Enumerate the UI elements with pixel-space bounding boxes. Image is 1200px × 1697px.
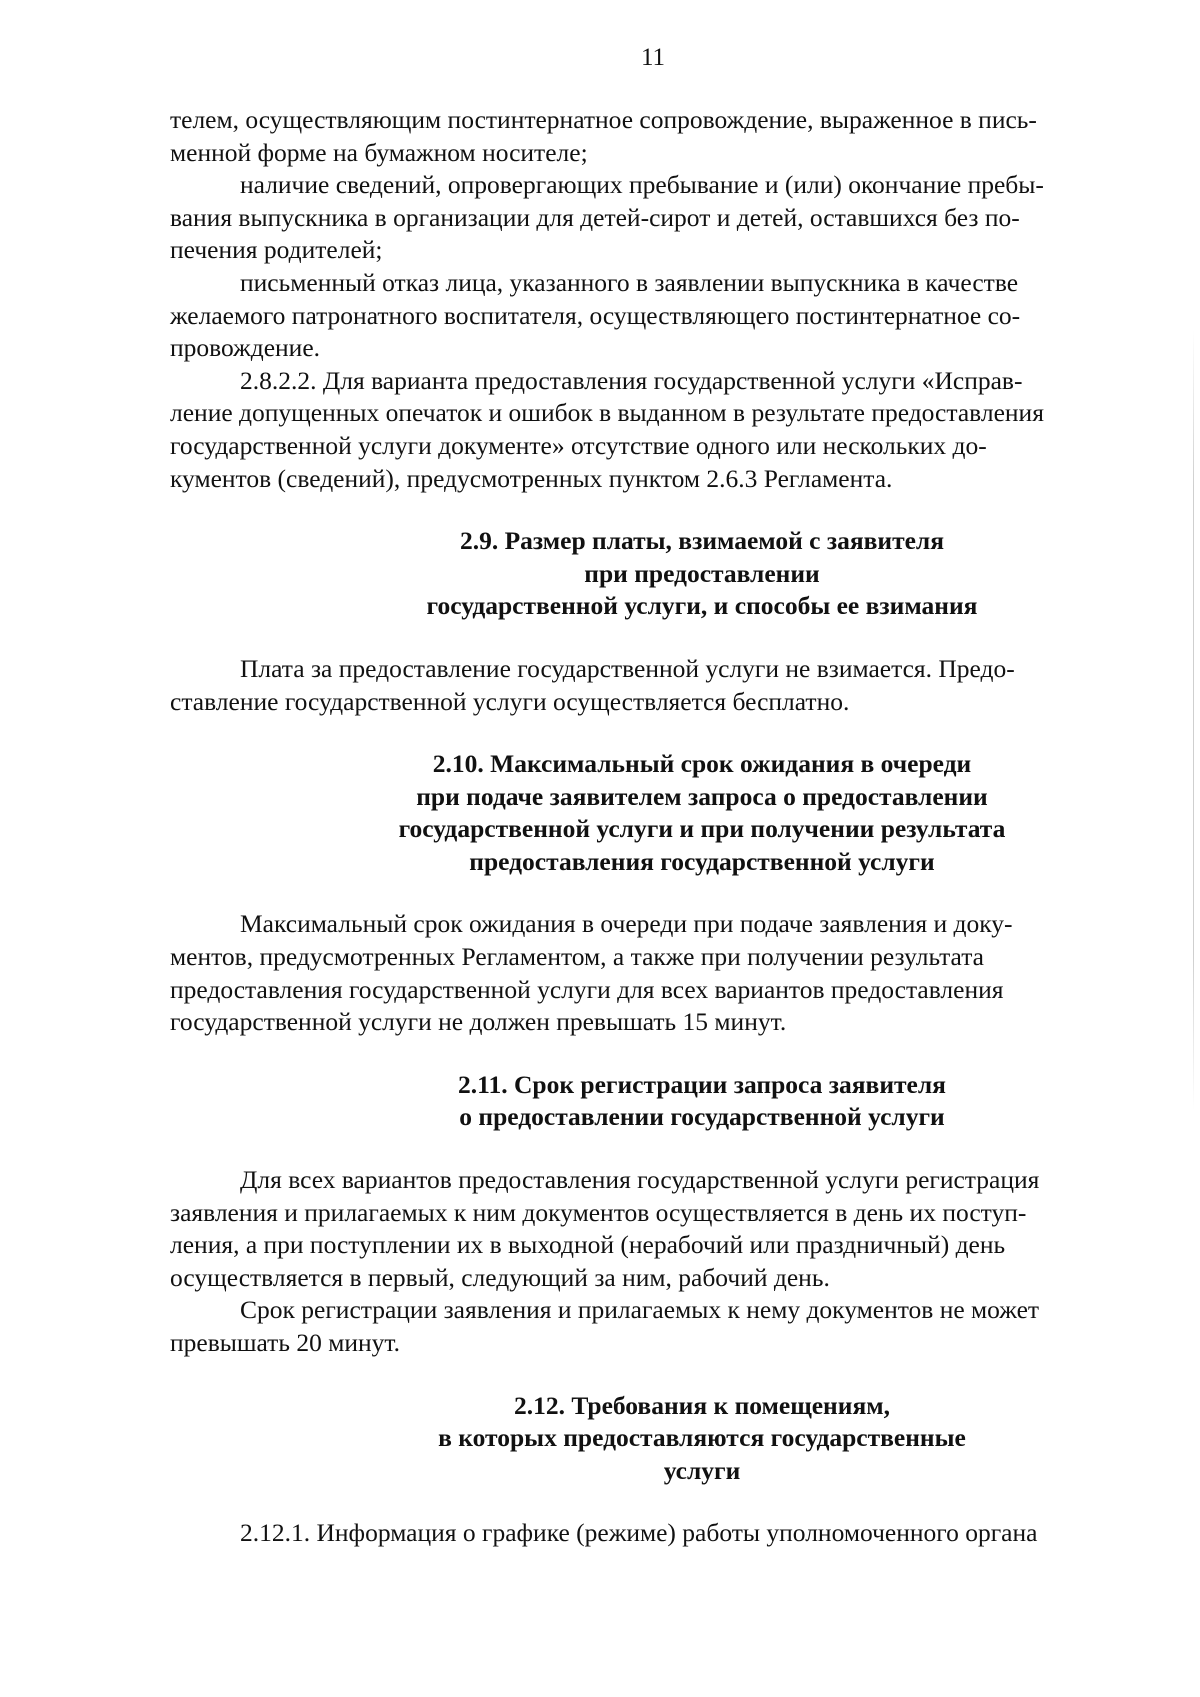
heading-line: при подаче заявителем запроса о предоставлении xyxy=(416,781,988,811)
text-line: ментов, предусмотренных Регламентом, а также при получении результата xyxy=(170,942,984,972)
document-body xyxy=(170,104,1138,1550)
section-heading-2-11 xyxy=(170,1069,1138,1134)
text-line: 2.8.2.2. Для варианта предоставления государственной услуги «Исправ- xyxy=(240,365,1023,395)
heading-line: 2.11. Срок регистрации запроса заявителя xyxy=(458,1069,946,1099)
heading-line: 2.9. Размер платы, взимаемой с заявителя xyxy=(459,526,945,556)
text-line: превышать 20 минут. xyxy=(170,1328,400,1357)
heading-line: в которых предоставляются государственные xyxy=(438,1423,966,1453)
section-heading-2-12 xyxy=(170,1390,1138,1488)
text-line: 2.12.1. Информация о графике (режиме) работы уполномоченного органа xyxy=(240,1518,1038,1548)
text-line: Срок регистрации заявления и прилагаемых к нему документов не может xyxy=(240,1295,1040,1325)
paragraph-registration-time xyxy=(170,1294,1138,1359)
paragraph-fee xyxy=(170,653,1138,718)
text-line: кументов (сведений), предусмотренных пунктом 2.6.3 Регламента. xyxy=(170,463,893,493)
scan-edge-line xyxy=(1193,330,1194,1110)
text-line: Плата за предоставление государственной услуги не взимается. Предо- xyxy=(240,653,1015,683)
text-line: государственной услуги не должен превышать 15 минут. xyxy=(170,1007,787,1037)
heading-line: 2.12. Требования к помещениям, xyxy=(513,1390,890,1420)
heading-line: при предоставлении xyxy=(584,558,820,588)
text-line: заявления и прилагаемых к ним документов осуществляется в день их поступ- xyxy=(170,1197,1027,1227)
text-line: письменный отказ лица, указанного в заявлении выпускника в качестве xyxy=(240,267,1019,297)
text-line: осуществляется в первый, следующий за ним, рабочий день. xyxy=(170,1262,830,1292)
text-line: печения родителей; xyxy=(170,235,383,265)
section-heading-2-9 xyxy=(170,525,1138,623)
text-line: провождение. xyxy=(170,333,321,363)
text-line: вания выпускника в организации для детей-сирот и детей, оставшихся без по- xyxy=(170,202,1020,232)
text-line: ставление государственной услуги осуществляется бесплатно. xyxy=(170,686,850,716)
paragraph-2-8-2-2 xyxy=(170,365,1138,495)
text-line: телем, осуществляющим постинтернатное сопровождение, выраженное в пись- xyxy=(170,105,1037,134)
heading-line: 2.10. Максимальный срок ожидания в очереди xyxy=(432,749,972,779)
text-line: Для всех вариантов предоставления государственной услуги регистрация xyxy=(240,1165,1040,1195)
text-line: наличие сведений, опровергающих пребывание и (или) окончание пребы- xyxy=(240,170,1044,200)
text-line: ления, а при поступлении их в выходной (нерабочий или праздничный) день xyxy=(170,1230,1006,1260)
paragraph-max-wait xyxy=(170,908,1138,1038)
paragraph-continuation xyxy=(170,104,1138,169)
text-line: ление допущенных опечаток и ошибок в выданном в результате предоставления xyxy=(170,398,1044,428)
paragraph-info-refutation xyxy=(170,169,1138,267)
text-line: государственной услуги документе» отсутствие одного или нескольких до- xyxy=(170,430,987,460)
heading-line: государственной услуги и при получении результата xyxy=(398,814,1006,844)
page-number: 11 xyxy=(640,44,666,71)
text-line: Максимальный срок ожидания в очереди при подаче заявления и доку- xyxy=(240,909,1013,939)
paragraph-registration xyxy=(170,1164,1138,1294)
heading-line: государственной услуги, и способы ее взимания xyxy=(426,591,978,621)
text-line: предоставления государственной услуги для всех вариантов предоставления xyxy=(170,974,1004,1004)
text-line: менной форме на бумажном носителе; xyxy=(170,137,588,167)
heading-line: предоставления государственной услуги xyxy=(469,846,935,876)
text-line: желаемого патронатного воспитателя, осуществляющего постинтернатное со- xyxy=(170,300,1021,330)
section-heading-2-10 xyxy=(170,748,1138,878)
paragraph-2-12-1 xyxy=(170,1517,1138,1550)
heading-line: о предоставлении государственной услуги xyxy=(459,1102,945,1132)
paragraph-written-refusal xyxy=(170,267,1138,365)
heading-line: услуги xyxy=(663,1455,741,1485)
